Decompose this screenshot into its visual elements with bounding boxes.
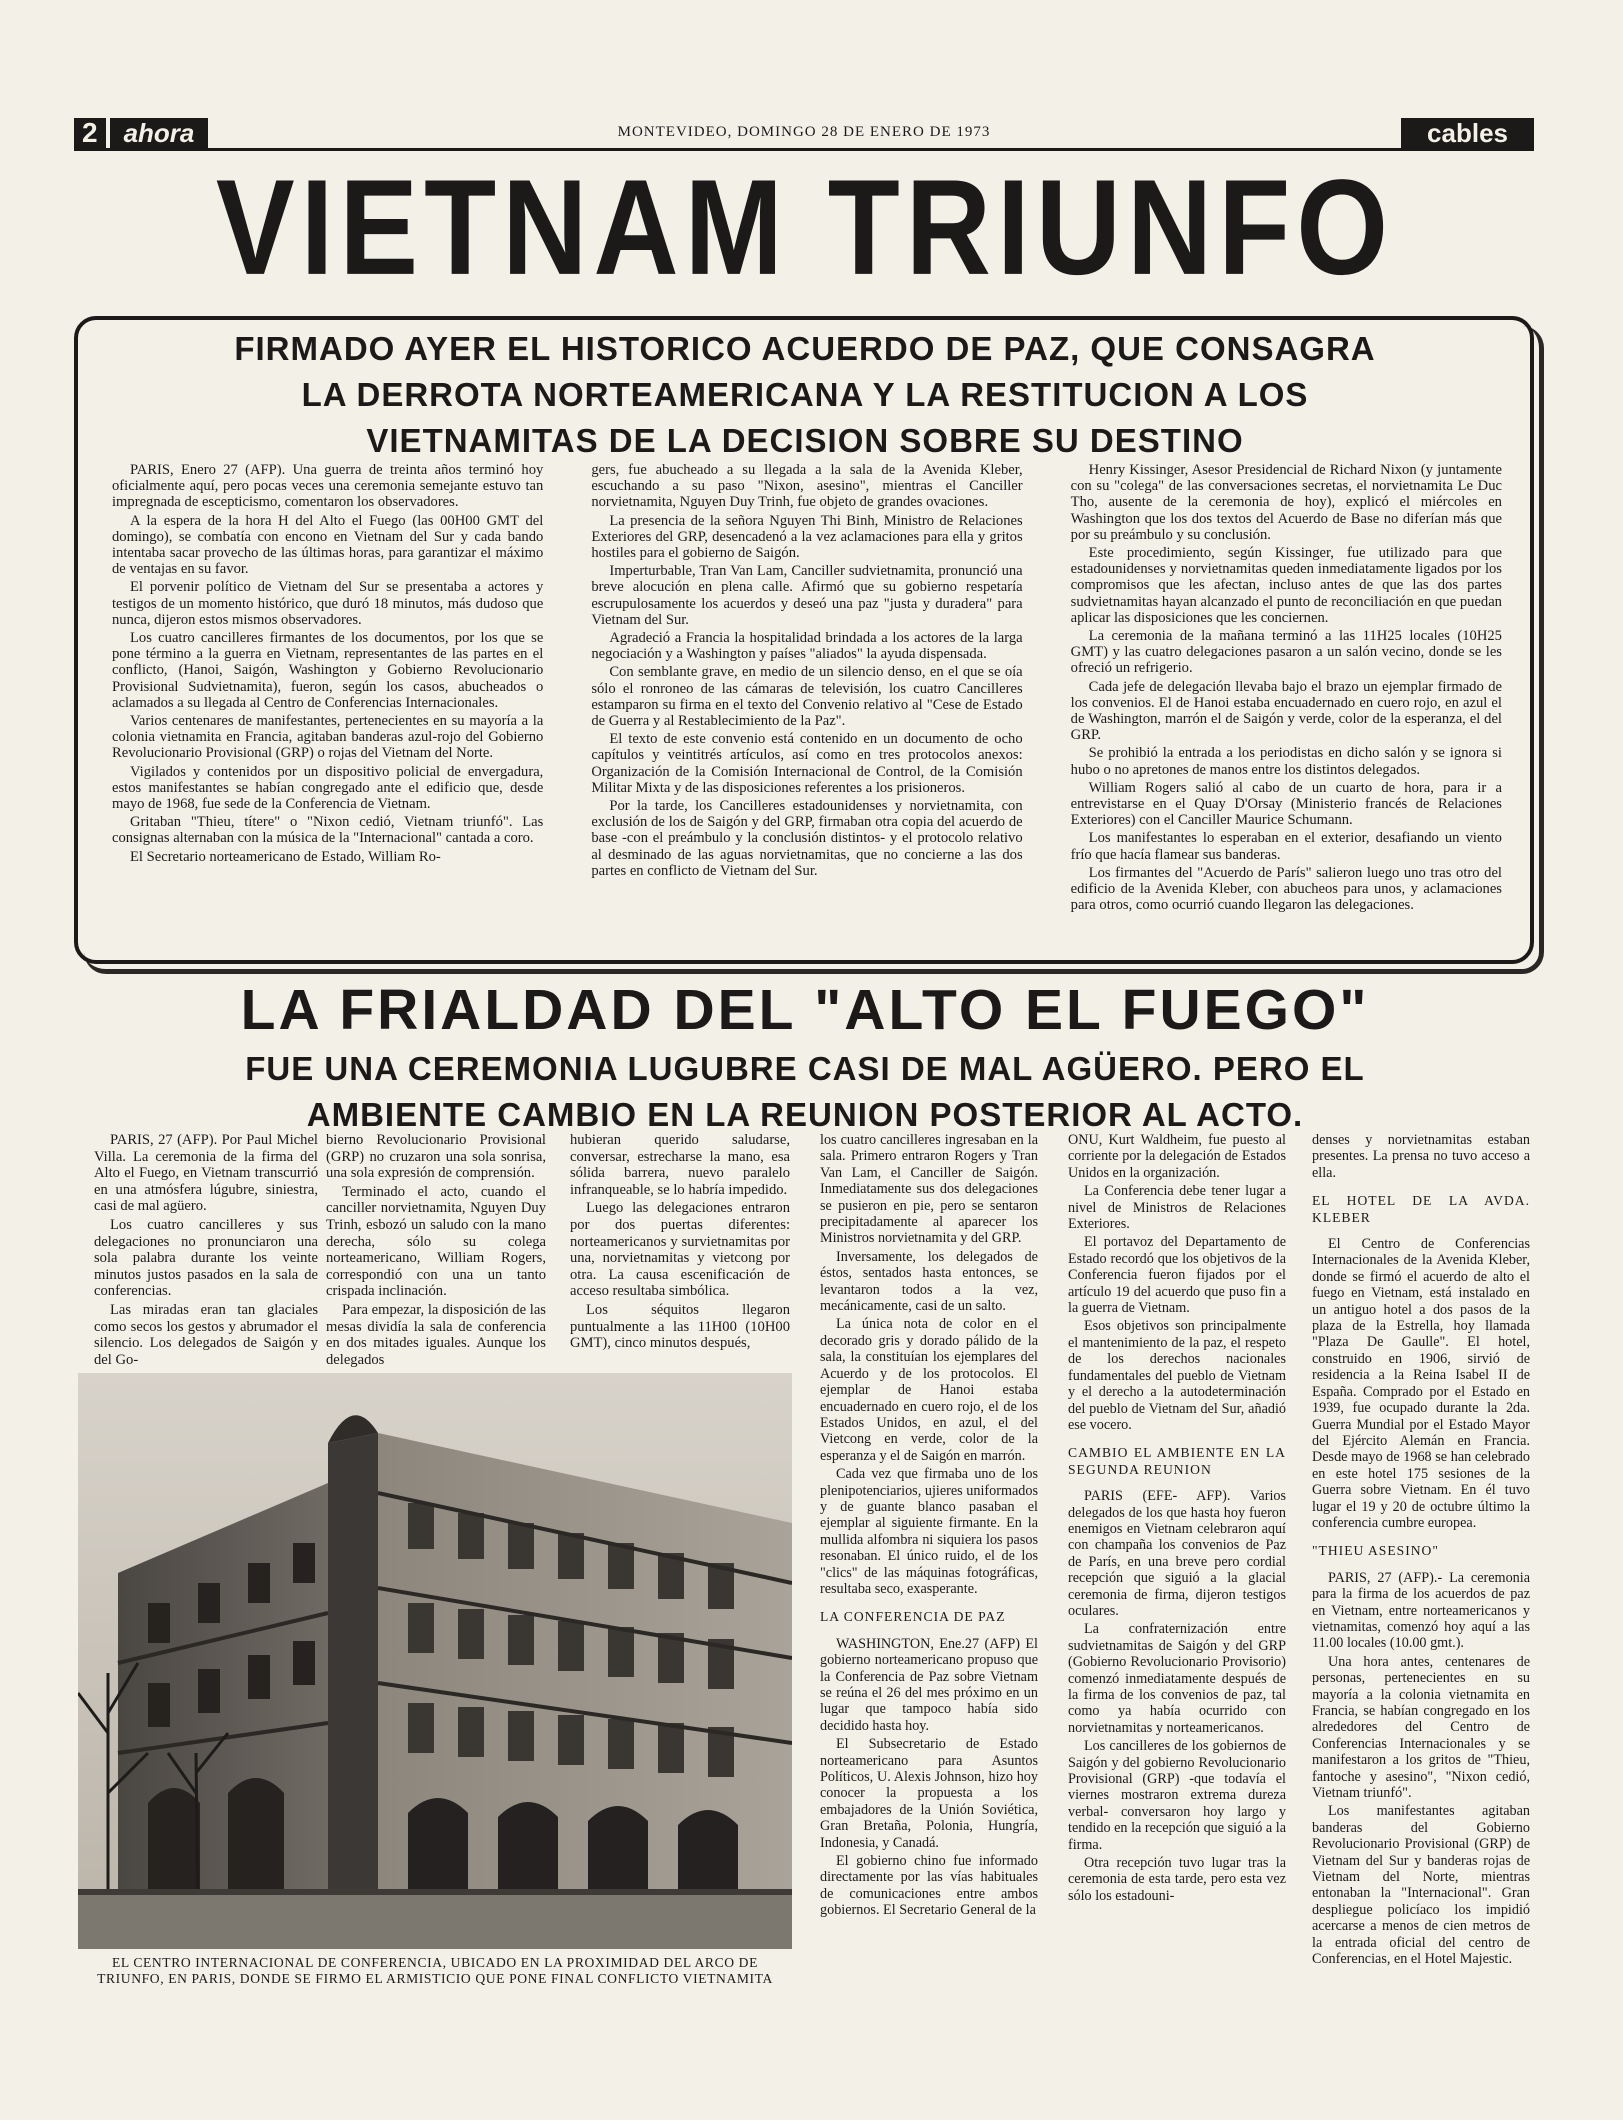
- paragraph: La confraternización entre sudvietnamitas de Saigón y del GRP (Gobierno Revolucionario Provisorio) comenzó inmediatamente después de la firma de los convenios de paz, tal como ya había ocurrido con norvietnamitas y norteamericanos.: [1068, 1621, 1286, 1736]
- building-photo: [78, 1373, 792, 1949]
- box-columns: [112, 462, 1502, 952]
- section-label: cables: [1401, 118, 1534, 148]
- paragraph: El texto de este convenio está contenido en un documento de ocho capítulos y veintitrés artículos, así como en tres protocolos anexos: Organización de la Comisión Internacional de Control, de la Comisión Militar Mixta y de las disposiciones referentes a los prisioneros.: [591, 731, 1023, 796]
- paragraph: La presencia de la señora Nguyen Thi Binh, Ministro de Relaciones Exteriores del GRP, desencadenó a la vez aclamaciones para ella y gritos hostiles para el gobierno de Saigón.: [591, 512, 1023, 562]
- paragraph: Para empezar, la disposición de las mesas dividía la sala de conferencia en dos mitades iguales. Aunque los delegados: [326, 1301, 546, 1368]
- paragraph: PARIS (EFE- AFP). Varios delegados de los que hasta hoy fueron enemigos en Vietnam celebraron aquí con champaña los convenios de Paz de París, en una breve pero cordial recepción que siguió a la glacial ceremonia de firma, dijeron testigos oculares.: [1068, 1488, 1286, 1619]
- paragraph: Los manifestantes lo esperaban en el exterior, desafiando un viento frío que hacía flamear sus banderas.: [1070, 830, 1502, 863]
- paragraph: PARIS, 27 (AFP). Por Paul Michel Villa. La ceremonia de la firma del Alto el Fuego, en Vietnam transcurrió en una atmósfera lúgubre, siniestra, casi de mal agüero.: [94, 1132, 318, 1215]
- paragraph: ONU, Kurt Waldheim, fue puesto al corriente por la delegación de Estados Unidos en la organización.: [1068, 1132, 1286, 1181]
- paragraph: El Subsecretario de Estado norteamericano para Asuntos Políticos, U. Alexis Johnson, hizo hoy conocer la propuesta a los embajadores de la Unión Soviética, Gran Bretaña, Polonia, Hungría, Indonesia, y Canadá.: [820, 1736, 1038, 1851]
- paragraph: Este procedimiento, según Kissinger, fue utilizado para que estadounidenses y norvietnamitas queden inmediatamente ligados por los compromisos que les afectan, incluso antes de que las dos partes sudvietnamitas hayan alcanzado el punto de reconciliación en que puedan aplicar las disposiciones que les conciernen.: [1070, 545, 1502, 626]
- paragraph: El Centro de Conferencias Internacionales de la Avenida Kleber, donde se firmó el acuerdo de alto el fuego en Vietnam, está instalado en un antiguo hotel a dos pasos de la plaza de la Estrella, hoy llamada "Plaza De Gaulle". El hotel, construido en 1906, sirvió de residencia a la Reina Isabel II de España. Comprado por el Estado en 1939, fue ocupado durante la 2da. Guerra Mundial por el Estado Mayor del Ejército Alemán en Francia. Desde mayo de 1968 se han celebrado en este hotel 175 sesiones de la Guerra sobre Vietnam. En él tuvo lugar el 19 y 20 de octubre último la conferencia cumbre europea.: [1312, 1236, 1530, 1531]
- paragraph: hubieran querido saludarse, conversar, estrecharse la mano, esa sólida barrera, nuevo paralelo infranqueable, se lo habría impedido.: [570, 1132, 790, 1198]
- page-number: 2: [74, 118, 106, 148]
- subheading: LA CONFERENCIA DE PAZ: [820, 1609, 1006, 1625]
- second-headline: LA FRIALDAD DEL "ALTO EL FUEGO": [240, 978, 1370, 1042]
- paragraph: Varios centenares de manifestantes, pertenecientes en su mayoría a la colonia vietnamita en Francia, agitaban banderas azul-rojo del Gobierno Revolucionario Provisional (GRP) o rojas del Vietnam del Norte.: [112, 713, 544, 762]
- box-column-3: [1071, 462, 1502, 952]
- paragraph: Los cuatro cancilleres y sus delegaciones no pronunciaron una sola palabra durante los veinte minutos justos pasados en la sala de conferencias.: [94, 1216, 318, 1300]
- paragraph: El portavoz del Departamento de Estado recordó que los objetivos de la Conferencia fueron fijados por el artículo 19 del acuerdo que puso fin a la guerra de Vietnam.: [1068, 1234, 1286, 1317]
- paragraph: A la espera de la hora H del Alto el Fuego (las 00H00 GMT del domingo), se combatía con encono en Vietnam del Sur y cada bando intentaba sacar provecho de las últimas horas, para garantizar el máximo de ventajas en su favor.: [112, 512, 544, 578]
- paragraph: El porvenir político de Vietnam del Sur se presentaba a actores y testigos de un momento histórico, que duró 18 minutos, más dudoso que nunca, dijeron estos mismos observadores.: [112, 579, 544, 628]
- deck-line: AMBIENTE CAMBIO EN LA REUNION POSTERIOR AL ACTO.: [306, 1096, 1304, 1133]
- paragraph: Otra recepción tuvo lugar tras la ceremonia de esta tarde, pero esta vez sólo los estadouni-: [1068, 1855, 1286, 1904]
- paragraph: Cada vez que firmaba uno de los plenipotenciarios, ujieres uniformados y de guante blanco pasaban el ejemplar al siguiente firmante. En la mullida alfombra ni siquiera los pasos resonaban. El único ruido, el de los "clics" de las máquinas fotográficas, resultaba seco, exasperante.: [820, 1466, 1038, 1597]
- paragraph: Los séquitos llegaron puntualmente a las 11H00 (10H00 GMT), cinco minutos después,: [570, 1301, 790, 1352]
- subheading: CAMBIO EL AMBIENTE EN LA SEGUNDA REUNION: [1068, 1445, 1286, 1477]
- box-deck: [160, 326, 1450, 464]
- article-column-1: [94, 1132, 318, 1370]
- paragraph: Inversamente, los delegados de éstos, sentados hasta entonces, se levantaron todos a la vez, mecánicamente, casi de un salto.: [820, 1248, 1038, 1315]
- deck-line: LA DERROTA NORTEAMERICANA Y LA RESTITUCION A LOS: [301, 376, 1309, 413]
- subheading: "THIEU ASESINO": [1312, 1543, 1439, 1559]
- paragraph: gers, fue abucheado a su llegada a la sala de la Avenida Kleber, escuchando a su paso "Nixon, asesino", mientras el Canciller norvietnamita, Nguyen Duy Trinh, fue objeto de grandes ovaciones.: [591, 462, 1023, 511]
- box-column-1: [112, 462, 543, 952]
- paragraph: La Conferencia debe tener lugar a nivel de Ministros de Relaciones Exteriores.: [1068, 1183, 1286, 1233]
- page-header: [74, 118, 1534, 152]
- paragraph: denses y norvietnamitas estaban presentes. La prensa no tuvo acceso a ella.: [1312, 1132, 1530, 1181]
- paragraph: Cada jefe de delegación llevaba bajo el brazo un ejemplar firmado de los convenios. El de Hanoi estaba encuadernado en cuero rojo, en azul el de Washington, marrón el de Saigón y verde, color de la esperanza, el del GRP.: [1070, 678, 1502, 744]
- paragraph: Agradeció a Francia la hospitalidad brindada a los actores de la larga negociación y a Washington y países "aliados" la ayuda dispensada.: [591, 630, 1023, 663]
- paragraph: La única nota de color en el decorado gris y dorado pálido de la sala, la constituían los ejemplares del Acuerdo y de los protocolos. El ejemplar de Hanoi estaba encuadernado en cuero rojo, el de los Estados Unidos, en azul, el del Vietcong en verde, color de la esperanza y el de Saigón en marrón.: [820, 1316, 1038, 1464]
- paragraph: Terminado el acto, cuando el canciller norvietnamita, Nguyen Duy Trinh, esbozó un saludo con la mano derecha, sólo su colega norteamericano, William Rogers, correspondió con una un tanto crispada inclinación.: [326, 1183, 546, 1300]
- deck-line: FIRMADO AYER EL HISTORICO ACUERDO DE PAZ, QUE CONSAGRA: [234, 330, 1376, 367]
- paragraph: WASHINGTON, Ene.27 (AFP) El gobierno norteamericano propuso que la Conferencia de Paz sobre Vietnam se reúna el 26 del mes próximo en un lugar que tampoco había sido decidido hasta hoy.: [820, 1635, 1038, 1734]
- subheading: EL HOTEL DE LA AVDA. KLEBER: [1312, 1193, 1530, 1225]
- paragraph: los cuatro cancilleres ingresaban en la sala. Primero entraron Rogers y Tran Van Lam, el Canciller de Saigón. Inmediatamente sus dos delegaciones se pusieron en pie, pero se sentaron precipitadamente al aparecer los Ministros norvietnamita y del GRP.: [820, 1132, 1038, 1247]
- article-column-3: [570, 1132, 790, 1354]
- dateline: MONTEVIDEO, DOMINGO 28 DE ENERO DE 1973: [617, 124, 991, 140]
- box-column-2: [591, 462, 1022, 952]
- paragraph: Los manifestantes agitaban banderas del Gobierno Revolucionario Provisional (GRP) de Vietnam del Sur y banderas rojas de Vietnam del Norte, mientras entonaban la "Internacional". Gran despliegue policíaco los impidió acercarse a menos de cien metros de la entrada oficial del centro de Conferencias, en el Hotel Majestic.: [1312, 1803, 1530, 1968]
- paragraph: Por la tarde, los Cancilleres estadounidenses y norvietnamita, con exclusión de los de Saigón y del GRP, firmaban otra copia del acuerdo de base -con el preámbulo y la conclusión distintos- y el protocolo relativo al desminado de las aguas norvietnamitas, que no concierne a las dos partes en conflicto de Vietnam del Sur.: [591, 798, 1023, 879]
- newspaper-brand: ahora: [110, 118, 209, 148]
- paragraph: El gobierno chino fue informado directamente por las vías habituales de comunicaciones entre ambos gobiernos. El Secretario General de la: [820, 1853, 1038, 1919]
- paragraph: Se prohibió la entrada a los periodistas en dicho salón y se ignora si hubo o no apretones de manos entre los distintos delegados.: [1070, 745, 1502, 778]
- article-column-6: [1312, 1132, 1530, 1970]
- paragraph: bierno Revolucionario Provisional (GRP) no cruzaron una sola sonrisa, una sola expresión de comprensión.: [326, 1132, 546, 1182]
- paragraph: Los cuatro cancilleres firmantes de los documentos, por los que se pone término a la guerra en Vietnam, representantes de las partes en el conflicto, (Hanoi, Saigón, Washington y Gobierno Revolucionario Provisional Sudvietnamita), fueron, según los casos, abucheados o aclamados a su llegada al Centro de Conferencias Internacionales.: [112, 630, 544, 711]
- paragraph: El Secretario norteamericano de Estado, William Ro-: [130, 848, 441, 865]
- photo-caption: EL CENTRO INTERNACIONAL DE CONFERENCIA, UBICADO EN LA PROXIMIDAD DEL ARCO DE TRIUNFO, EN PARIS, DONDE SE FIRMO EL ARMISTICIO QUE PONE FINAL CONFLICTO VIETNAMITA: [97, 1955, 773, 1986]
- paragraph: Vigilados y contenidos por un dispositivo policial de envergadura, estos manifestantes se habían congregado ante el edificio que, desde mayo de 1968, fue sede de la Conferencia de Vietnam.: [112, 763, 544, 813]
- paragraph: PARIS, Enero 27 (AFP). Una guerra de treinta años terminó hoy oficialmente aquí, pero pocas veces una ceremonia semejante estuvo tan impregnada de escepticismo, comentaron los observadores.: [112, 462, 544, 511]
- paragraph: Los cancilleres de los gobiernos de Saigón y del gobierno Revolucionario Provisional (GRP) -que todavía el viernes mostraron extrema dureza verbal- conversaron hoy largo y tendido en la recepción que siguió a la firma.: [1068, 1738, 1286, 1853]
- paragraph: Una hora antes, centenares de personas, pertenecientes en su mayoría a la colonia vietnamita en Francia, se habían congregado en los alrededores del Centro de Conferencias Internacionales y se manifestaron a los gritos de "Thieu, fantoche y asesino", "Nixon cedió, Vietnam triunfó".: [1312, 1653, 1530, 1802]
- paragraph: Henry Kissinger, Asesor Presidencial de Richard Nixon (y juntamente con su "colega" de las conversaciones secretas, el norvietnamita Le Duc Tho, ausente de la ceremonia de hoy), explicó el miércoles en Washington que los dos textos del Acuerdo de Base no diferían más que por su preámbulo y su conclusión.: [1070, 462, 1502, 543]
- deck-line: FUE UNA CEREMONIA LUGUBRE CASI DE MAL AGÜERO. PERO EL: [245, 1050, 1365, 1087]
- article-column-5: [1068, 1132, 1286, 1906]
- second-deck: [200, 1046, 1410, 1138]
- paragraph: La ceremonia de la mañana terminó a las 11H25 locales (10H25 GMT) y las cuatro delegaciones pasaron a un salón vecino, donde se les ofreció un refrigerio.: [1070, 628, 1502, 677]
- paragraph: William Rogers salió al cabo de un cuarto de hora, para ir a entrevistarse en el Quay D'Orsay (Ministerio francés de Relaciones Exteriores) con el Canciller Maurice Schumann.: [1070, 779, 1502, 829]
- paragraph: Los firmantes del "Acuerdo de París" salieron luego uno tras otro del edificio de la Avenida Kleber, con abucheos para unos, y aclamaciones para otros, como ocurrió cuando llegaron las delegaciones.: [1070, 864, 1502, 914]
- deck-line: VIETNAMITAS DE LA DECISION SOBRE SU DESTINO: [366, 422, 1244, 459]
- paragraph: Con semblante grave, en medio de un silencio denso, en el que se oía sólo el ronroneo de las cámaras de televisión, los cuatro Cancilleres estamparon su firma en el texto del Convenio relativo al "Cese de Estado de Guerra y al Restablecimiento de la Paz".: [591, 664, 1023, 730]
- paragraph: PARIS, 27 (AFP).- La ceremonia para la firma de los acuerdos de paz en Vietnam, entre norteamericanos y vietnamitas, comenzó hoy aquí a las 11.00 locales (10.00 gmt.).: [1312, 1569, 1530, 1652]
- paragraph: Luego las delegaciones entraron por dos puertas diferentes: norteamericanos y survietnamitas por una, norvietnamitas y vietcong por otra. La causa escenificación de acceso resultaba simbólica.: [570, 1200, 790, 1300]
- paragraph: Gritaban "Thieu, títere" o "Nixon cedió, Vietnam triunfó". Las consignas alternaban con la música de la "Internacional" cantada a coro.: [112, 814, 544, 847]
- paragraph: Esos objetivos son principalmente el mantenimiento de la paz, el respeto de los derechos nacionales fundamentales del pueblo de Vietnam y el derecho a la autodeterminación del pueblo de Vietnam del Sur, añadió ese vocero.: [1068, 1318, 1286, 1433]
- building-illustration: [78, 1373, 792, 1949]
- paragraph: Imperturbable, Tran Van Lam, Canciller sudvietnamita, pronunció una breve alocución en plena calle. Afirmó que su gobierno respetaría escrupulosamente los acuerdos y deseó una paz "justa y duradera" para Vietnam del Sur.: [591, 563, 1023, 628]
- paragraph: Las miradas eran tan glaciales como secos los gestos y abrumador el silencio. Los delegados de Saigón y del Go-: [94, 1301, 318, 1368]
- article-column-4: [820, 1132, 1038, 1921]
- main-headline: VIETNAM TRIUNFO: [215, 151, 1395, 304]
- article-column-2: [326, 1132, 546, 1370]
- header-rule: [74, 148, 1534, 151]
